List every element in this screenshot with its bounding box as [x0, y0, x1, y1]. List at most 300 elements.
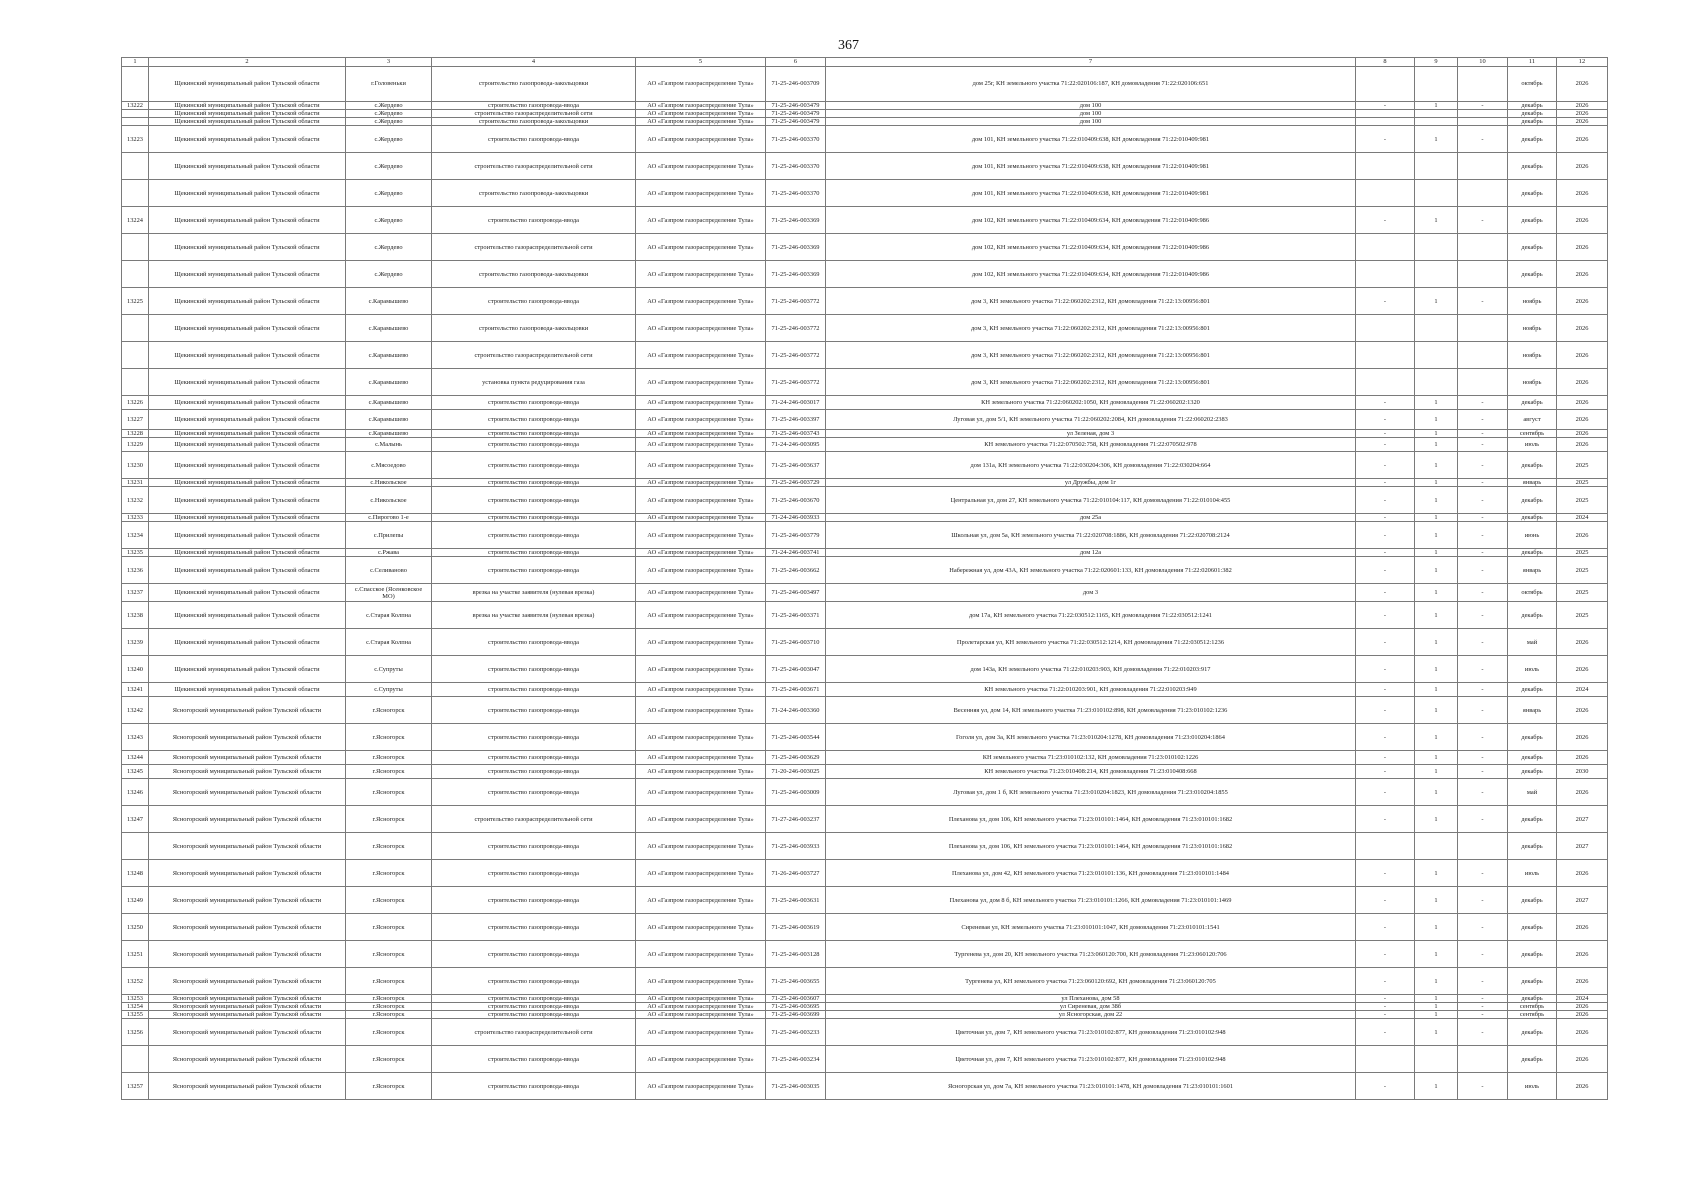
- row-number-cell: 13246: [122, 779, 149, 806]
- district-cell: Щекинский муниципальный район Тульской области: [149, 67, 346, 102]
- col8-cell: [1356, 369, 1415, 396]
- table-row: [122, 315, 1608, 342]
- organization-cell: АО «Газпром газораспределение Тула»: [636, 806, 766, 833]
- district-cell: Ясногорский муниципальный район Тульской области: [149, 941, 346, 968]
- settlement-cell: г.Ясногорск: [346, 887, 432, 914]
- row-number-cell: 13242: [122, 697, 149, 724]
- col9-cell: 1: [1415, 941, 1458, 968]
- address-cell: дом 100: [826, 118, 1356, 126]
- col9-cell: [1415, 342, 1458, 369]
- organization-cell: АО «Газпром газораспределение Тула»: [636, 656, 766, 683]
- organization-cell: АО «Газпром газораспределение Тула»: [636, 522, 766, 549]
- application-number-cell: 71-25-246-003631: [766, 887, 826, 914]
- page-number: 367: [838, 38, 859, 53]
- table-row: [122, 430, 1608, 438]
- year-cell: 2027: [1557, 887, 1608, 914]
- address-cell: ул Сиреневая, дом 38б: [826, 1003, 1356, 1011]
- application-number-cell: 71-25-246-003710: [766, 629, 826, 656]
- district-cell: Щекинский муниципальный район Тульской области: [149, 410, 346, 430]
- application-number-cell: 71-26-246-003727: [766, 860, 826, 887]
- col8-cell: -: [1356, 514, 1415, 522]
- application-number-cell: 71-25-246-003772: [766, 342, 826, 369]
- address-cell: Плеханова ул, дом 8 б, КН земельного участка 71:23:010101:1266, КН домовладения 71:23:010101:1469: [826, 887, 1356, 914]
- district-cell: Щекинский муниципальный район Тульской области: [149, 629, 346, 656]
- col9-cell: 1: [1415, 860, 1458, 887]
- table-row: [122, 1011, 1608, 1019]
- col9-cell: 1: [1415, 765, 1458, 779]
- col8-cell: -: [1356, 126, 1415, 153]
- settlement-cell: г.Ясногорск: [346, 968, 432, 995]
- col9-cell: 1: [1415, 656, 1458, 683]
- work-type-cell: строительство газопровода-ввода: [432, 779, 636, 806]
- col8-cell: -: [1356, 697, 1415, 724]
- col9-cell: [1415, 315, 1458, 342]
- month-cell: декабрь: [1508, 396, 1557, 410]
- month-cell: январь: [1508, 697, 1557, 724]
- month-cell: сентябрь: [1508, 1003, 1557, 1011]
- table-row: [122, 396, 1608, 410]
- year-cell: 2024: [1557, 995, 1608, 1003]
- col8-cell: [1356, 234, 1415, 261]
- organization-cell: АО «Газпром газораспределение Тула»: [636, 602, 766, 629]
- column-header: 10: [1458, 58, 1508, 67]
- month-cell: декабрь: [1508, 126, 1557, 153]
- work-type-cell: врезка на участке заявителя (нулевая врезка): [432, 584, 636, 602]
- row-number-cell: [122, 110, 149, 118]
- application-number-cell: 71-24-246-003933: [766, 514, 826, 522]
- district-cell: Щекинский муниципальный район Тульской области: [149, 234, 346, 261]
- year-cell: 2026: [1557, 968, 1608, 995]
- work-type-cell: строительство газопровода-ввода: [432, 522, 636, 549]
- organization-cell: АО «Газпром газораспределение Тула»: [636, 765, 766, 779]
- col9-cell: 1: [1415, 1011, 1458, 1019]
- settlement-cell: с.Малынь: [346, 438, 432, 452]
- organization-cell: АО «Газпром газораспределение Тула»: [636, 479, 766, 487]
- settlement-cell: г.Ясногорск: [346, 941, 432, 968]
- district-cell: Щекинский муниципальный район Тульской области: [149, 656, 346, 683]
- work-type-cell: строительство газопровода-ввода: [432, 288, 636, 315]
- table-row: [122, 1073, 1608, 1100]
- address-cell: Набережная ул, дом 43А, КН земельного участка 71:22:020601:133, КН домовладения 71:22:020601:382: [826, 557, 1356, 584]
- year-cell: 2026: [1557, 1019, 1608, 1046]
- work-type-cell: строительство газопровода-закольцовки: [432, 315, 636, 342]
- table-row: [122, 833, 1608, 860]
- application-number-cell: 71-25-246-003370: [766, 180, 826, 207]
- col8-cell: [1356, 261, 1415, 288]
- row-number-cell: 13239: [122, 629, 149, 656]
- col8-cell: [1356, 118, 1415, 126]
- address-cell: дом 3, КН земельного участка 71:22:060202:2312, КН домовладения 71:22:13:00956:801: [826, 369, 1356, 396]
- settlement-cell: г.Ясногорск: [346, 1003, 432, 1011]
- district-cell: Ясногорский муниципальный район Тульской области: [149, 751, 346, 765]
- row-number-cell: 13224: [122, 207, 149, 234]
- col10-cell: -: [1458, 410, 1508, 430]
- settlement-cell: г.Ясногорск: [346, 806, 432, 833]
- col9-cell: 1: [1415, 126, 1458, 153]
- month-cell: декабрь: [1508, 234, 1557, 261]
- col10-cell: -: [1458, 629, 1508, 656]
- table-row: [122, 941, 1608, 968]
- settlement-cell: с.Карамышево: [346, 410, 432, 430]
- row-number-cell: 13243: [122, 724, 149, 751]
- col9-cell: 1: [1415, 629, 1458, 656]
- organization-cell: АО «Газпром газораспределение Тула»: [636, 683, 766, 697]
- organization-cell: АО «Газпром газораспределение Тула»: [636, 126, 766, 153]
- work-type-cell: строительство газопровода-закольцовки: [432, 261, 636, 288]
- application-number-cell: 71-25-246-003671: [766, 683, 826, 697]
- month-cell: ноябрь: [1508, 369, 1557, 396]
- organization-cell: АО «Газпром газораспределение Тула»: [636, 995, 766, 1003]
- settlement-cell: с.Карамышево: [346, 396, 432, 410]
- col9-cell: 1: [1415, 487, 1458, 514]
- address-cell: Весенняя ул, дом 14, КН земельного участка 71:23:010102:898, КН домовладения 71:23:010102:1236: [826, 697, 1356, 724]
- month-cell: декабрь: [1508, 1046, 1557, 1073]
- table-row: [122, 261, 1608, 288]
- application-number-cell: 71-25-246-003695: [766, 1003, 826, 1011]
- table-row: [122, 584, 1608, 602]
- month-cell: сентябрь: [1508, 1011, 1557, 1019]
- col10-cell: [1458, 180, 1508, 207]
- col8-cell: -: [1356, 656, 1415, 683]
- settlement-cell: с.Старая Колпна: [346, 602, 432, 629]
- organization-cell: АО «Газпром газораспределение Тула»: [636, 629, 766, 656]
- address-cell: дом 102, КН земельного участка 71:22:010409:634, КН домовладения 71:22:010409:986: [826, 207, 1356, 234]
- col9-cell: 1: [1415, 1019, 1458, 1046]
- month-cell: декабрь: [1508, 153, 1557, 180]
- settlement-cell: с.Карамышево: [346, 342, 432, 369]
- row-number-cell: 13237: [122, 584, 149, 602]
- col10-cell: -: [1458, 514, 1508, 522]
- district-cell: Щекинский муниципальный район Тульской области: [149, 438, 346, 452]
- work-type-cell: строительство газораспределительной сети: [432, 110, 636, 118]
- col8-cell: -: [1356, 487, 1415, 514]
- application-number-cell: 71-25-246-003047: [766, 656, 826, 683]
- application-number-cell: 71-25-246-003933: [766, 833, 826, 860]
- col10-cell: -: [1458, 765, 1508, 779]
- col10-cell: [1458, 118, 1508, 126]
- district-cell: Щекинский муниципальный район Тульской области: [149, 683, 346, 697]
- address-cell: Плеханова ул, дом 42, КН земельного участка 71:23:010101:136, КН домовладения 71:23:010101:1484: [826, 860, 1356, 887]
- address-cell: КН земельного участка 71:23:010408:214, КН домовладения 71:23:010408:668: [826, 765, 1356, 779]
- settlement-cell: с.Пирогово 1-е: [346, 514, 432, 522]
- settlement-cell: с.Жердево: [346, 153, 432, 180]
- row-number-cell: 13223: [122, 126, 149, 153]
- column-number-header-row: [122, 58, 1608, 67]
- address-cell: Гоголя ул, дом 3а, КН земельного участка 71:23:010204:1278, КН домовладения 71:23:010204:1864: [826, 724, 1356, 751]
- row-number-cell: 13252: [122, 968, 149, 995]
- table-row: [122, 887, 1608, 914]
- district-cell: Щекинский муниципальный район Тульской области: [149, 452, 346, 479]
- col8-cell: -: [1356, 941, 1415, 968]
- organization-cell: АО «Газпром газораспределение Тула»: [636, 207, 766, 234]
- year-cell: 2026: [1557, 342, 1608, 369]
- col10-cell: -: [1458, 914, 1508, 941]
- col10-cell: -: [1458, 656, 1508, 683]
- work-type-cell: строительство газопровода-ввода: [432, 514, 636, 522]
- table-row: [122, 288, 1608, 315]
- column-header: 11: [1508, 58, 1557, 67]
- work-type-cell: строительство газопровода-ввода: [432, 724, 636, 751]
- col9-cell: [1415, 67, 1458, 102]
- application-number-cell: 71-25-246-003479: [766, 102, 826, 110]
- month-cell: декабрь: [1508, 887, 1557, 914]
- col10-cell: -: [1458, 1003, 1508, 1011]
- col10-cell: -: [1458, 968, 1508, 995]
- col9-cell: 1: [1415, 968, 1458, 995]
- col8-cell: -: [1356, 724, 1415, 751]
- col9-cell: 1: [1415, 522, 1458, 549]
- address-cell: дом 17а, КН земельного участка 71:22:030512:1165, КН домовладения 71:22:030512:1241: [826, 602, 1356, 629]
- col9-cell: 1: [1415, 697, 1458, 724]
- address-cell: ул Дружбы, дом 1г: [826, 479, 1356, 487]
- district-cell: Щекинский муниципальный район Тульской области: [149, 430, 346, 438]
- month-cell: май: [1508, 779, 1557, 806]
- col10-cell: -: [1458, 941, 1508, 968]
- table-row: [122, 110, 1608, 118]
- year-cell: 2025: [1557, 602, 1608, 629]
- month-cell: декабрь: [1508, 833, 1557, 860]
- table-row: [122, 369, 1608, 396]
- application-number-cell: 71-25-246-003729: [766, 479, 826, 487]
- application-number-cell: 71-25-246-003128: [766, 941, 826, 968]
- address-cell: Луговая ул, дом 5/1, КН земельного участка 71:22:060202:2084, КН домовладения 71:22:060202:2383: [826, 410, 1356, 430]
- col8-cell: [1356, 1046, 1415, 1073]
- application-number-cell: 71-27-246-003237: [766, 806, 826, 833]
- application-number-cell: 71-25-246-003619: [766, 914, 826, 941]
- row-number-cell: 13245: [122, 765, 149, 779]
- application-number-cell: 71-25-246-003699: [766, 1011, 826, 1019]
- district-cell: Ясногорский муниципальный район Тульской области: [149, 1019, 346, 1046]
- month-cell: декабрь: [1508, 102, 1557, 110]
- col8-cell: -: [1356, 968, 1415, 995]
- organization-cell: АО «Газпром газораспределение Тула»: [636, 697, 766, 724]
- address-cell: Цветочная ул, дом 7, КН земельного участка 71:23:010102:877, КН домовладения 71:23:010102:948: [826, 1046, 1356, 1073]
- settlement-cell: г.Ясногорск: [346, 1011, 432, 1019]
- col10-cell: [1458, 234, 1508, 261]
- month-cell: декабрь: [1508, 683, 1557, 697]
- col8-cell: [1356, 833, 1415, 860]
- year-cell: 2026: [1557, 369, 1608, 396]
- row-number-cell: 13231: [122, 479, 149, 487]
- year-cell: 2026: [1557, 860, 1608, 887]
- col9-cell: [1415, 1046, 1458, 1073]
- table-row: [122, 342, 1608, 369]
- month-cell: декабрь: [1508, 207, 1557, 234]
- district-cell: Щекинский муниципальный район Тульской области: [149, 110, 346, 118]
- row-number-cell: 13226: [122, 396, 149, 410]
- table-row: [122, 602, 1608, 629]
- month-cell: июнь: [1508, 522, 1557, 549]
- month-cell: январь: [1508, 479, 1557, 487]
- row-number-cell: [122, 342, 149, 369]
- settlement-cell: с.Карамышево: [346, 369, 432, 396]
- address-cell: дом 102, КН земельного участка 71:22:010409:634, КН домовладения 71:22:010409:986: [826, 261, 1356, 288]
- organization-cell: АО «Газпром газораспределение Тула»: [636, 396, 766, 410]
- year-cell: 2026: [1557, 110, 1608, 118]
- application-number-cell: 71-25-246-003369: [766, 261, 826, 288]
- application-number-cell: 71-25-246-003479: [766, 118, 826, 126]
- year-cell: 2026: [1557, 67, 1608, 102]
- work-type-cell: строительство газопровода-ввода: [432, 479, 636, 487]
- organization-cell: АО «Газпром газораспределение Тула»: [636, 557, 766, 584]
- table-row: [122, 806, 1608, 833]
- district-cell: Щекинский муниципальный район Тульской области: [149, 584, 346, 602]
- address-cell: Сиреневая ул, КН земельного участка 71:23:010101:1047, КН домовладения 71:23:010101:1541: [826, 914, 1356, 941]
- col10-cell: -: [1458, 602, 1508, 629]
- address-cell: Центральная ул, дом 27, КН земельного участка 71:22:010104:117, КН домовладения 71:22:010104:455: [826, 487, 1356, 514]
- district-cell: Ясногорский муниципальный район Тульской области: [149, 1073, 346, 1100]
- col9-cell: 1: [1415, 102, 1458, 110]
- district-cell: Щекинский муниципальный район Тульской области: [149, 118, 346, 126]
- application-number-cell: 71-25-246-003479: [766, 110, 826, 118]
- address-cell: дом 143а, КН земельного участка 71:22:010203:903, КН домовладения 71:22:010203:917: [826, 656, 1356, 683]
- table-row: [122, 438, 1608, 452]
- col8-cell: -: [1356, 430, 1415, 438]
- district-cell: Щекинский муниципальный район Тульской области: [149, 396, 346, 410]
- district-cell: Ясногорский муниципальный район Тульской области: [149, 914, 346, 941]
- work-type-cell: строительство газопровода-закольцовки: [432, 67, 636, 102]
- row-number-cell: [122, 118, 149, 126]
- application-number-cell: 71-24-246-003017: [766, 396, 826, 410]
- application-number-cell: 71-25-246-003369: [766, 207, 826, 234]
- work-type-cell: строительство газопровода-ввода: [432, 452, 636, 479]
- application-number-cell: 71-25-246-003779: [766, 522, 826, 549]
- application-number-cell: 71-24-246-003095: [766, 438, 826, 452]
- settlement-cell: г.Ясногорск: [346, 779, 432, 806]
- settlement-cell: с.Супруты: [346, 683, 432, 697]
- application-number-cell: 71-25-246-003233: [766, 1019, 826, 1046]
- month-cell: декабрь: [1508, 995, 1557, 1003]
- col10-cell: -: [1458, 557, 1508, 584]
- col8-cell: -: [1356, 438, 1415, 452]
- col8-cell: -: [1356, 452, 1415, 479]
- col8-cell: -: [1356, 207, 1415, 234]
- col9-cell: 1: [1415, 584, 1458, 602]
- settlement-cell: с.Жердево: [346, 234, 432, 261]
- work-type-cell: строительство газопровода-ввода: [432, 396, 636, 410]
- row-number-cell: [122, 261, 149, 288]
- organization-cell: АО «Газпром газораспределение Тула»: [636, 887, 766, 914]
- col9-cell: [1415, 234, 1458, 261]
- row-number-cell: [122, 315, 149, 342]
- col8-cell: [1356, 67, 1415, 102]
- col9-cell: 1: [1415, 430, 1458, 438]
- col8-cell: -: [1356, 479, 1415, 487]
- work-type-cell: строительство газопровода-ввода: [432, 430, 636, 438]
- column-header: 1: [122, 58, 149, 67]
- table-row: [122, 487, 1608, 514]
- month-cell: май: [1508, 629, 1557, 656]
- application-number-cell: 71-20-246-003025: [766, 765, 826, 779]
- month-cell: декабрь: [1508, 452, 1557, 479]
- settlement-cell: с.Жердево: [346, 102, 432, 110]
- row-number-cell: 13254: [122, 1003, 149, 1011]
- col10-cell: -: [1458, 207, 1508, 234]
- organization-cell: АО «Газпром газораспределение Тула»: [636, 1011, 766, 1019]
- work-type-cell: строительство газопровода-ввода: [432, 1073, 636, 1100]
- work-type-cell: строительство газопровода-ввода: [432, 1011, 636, 1019]
- column-header: 6: [766, 58, 826, 67]
- address-cell: дом 25г, КН земельного участка 71:22:020106:187, КН домовладения 71:22:020106:651: [826, 67, 1356, 102]
- address-cell: Луговая ул, дом 1 б, КН земельного участка 71:23:010204:1823, КН домовладения 71:23:010204:1855: [826, 779, 1356, 806]
- table-body: [122, 67, 1608, 1100]
- application-number-cell: 71-25-246-003234: [766, 1046, 826, 1073]
- application-number-cell: 71-25-246-003709: [766, 67, 826, 102]
- col8-cell: -: [1356, 751, 1415, 765]
- table-row: [122, 67, 1608, 102]
- settlement-cell: с.Жердево: [346, 110, 432, 118]
- col8-cell: -: [1356, 522, 1415, 549]
- work-type-cell: строительство газопровода-ввода: [432, 995, 636, 1003]
- settlement-cell: г.Ясногорск: [346, 1073, 432, 1100]
- district-cell: Щекинский муниципальный район Тульской области: [149, 102, 346, 110]
- col9-cell: 1: [1415, 549, 1458, 557]
- table-row: [122, 514, 1608, 522]
- col8-cell: -: [1356, 887, 1415, 914]
- application-number-cell: 71-24-246-003360: [766, 697, 826, 724]
- col10-cell: [1458, 261, 1508, 288]
- month-cell: август: [1508, 410, 1557, 430]
- column-header: 7: [826, 58, 1356, 67]
- work-type-cell: строительство газопровода-ввода: [432, 438, 636, 452]
- application-number-cell: 71-25-246-003035: [766, 1073, 826, 1100]
- row-number-cell: 13249: [122, 887, 149, 914]
- month-cell: декабрь: [1508, 806, 1557, 833]
- table-row: [122, 452, 1608, 479]
- year-cell: 2026: [1557, 656, 1608, 683]
- month-cell: декабрь: [1508, 549, 1557, 557]
- col9-cell: [1415, 118, 1458, 126]
- year-cell: 2026: [1557, 724, 1608, 751]
- row-number-cell: 13229: [122, 438, 149, 452]
- organization-cell: АО «Газпром газораспределение Тула»: [636, 369, 766, 396]
- organization-cell: АО «Газпром газораспределение Тула»: [636, 1003, 766, 1011]
- application-number-cell: 71-25-246-003607: [766, 995, 826, 1003]
- settlement-cell: с.Прилепы: [346, 522, 432, 549]
- row-number-cell: 13236: [122, 557, 149, 584]
- work-type-cell: строительство газопровода-ввода: [432, 833, 636, 860]
- settlement-cell: с.Карамышево: [346, 315, 432, 342]
- district-cell: Ясногорский муниципальный район Тульской области: [149, 806, 346, 833]
- month-cell: июль: [1508, 1073, 1557, 1100]
- work-type-cell: установка пункта редуцирования газа: [432, 369, 636, 396]
- organization-cell: АО «Газпром газораспределение Тула»: [636, 514, 766, 522]
- year-cell: 2026: [1557, 430, 1608, 438]
- month-cell: октябрь: [1508, 584, 1557, 602]
- work-type-cell: строительство газопровода-ввода: [432, 549, 636, 557]
- row-number-cell: [122, 234, 149, 261]
- settlement-cell: с.Жердево: [346, 118, 432, 126]
- organization-cell: АО «Газпром газораспределение Тула»: [636, 410, 766, 430]
- row-number-cell: 13257: [122, 1073, 149, 1100]
- organization-cell: АО «Газпром газораспределение Тула»: [636, 860, 766, 887]
- settlement-cell: г.Ясногорск: [346, 833, 432, 860]
- year-cell: 2024: [1557, 514, 1608, 522]
- address-cell: Цветочная ул, дом 7, КН земельного участка 71:23:010102:877, КН домовладения 71:23:010102:948: [826, 1019, 1356, 1046]
- row-number-cell: 13244: [122, 751, 149, 765]
- year-cell: 2026: [1557, 1046, 1608, 1073]
- col10-cell: -: [1458, 779, 1508, 806]
- col10-cell: -: [1458, 487, 1508, 514]
- year-cell: 2027: [1557, 833, 1608, 860]
- col8-cell: -: [1356, 995, 1415, 1003]
- year-cell: 2026: [1557, 914, 1608, 941]
- col9-cell: [1415, 153, 1458, 180]
- application-number-cell: 71-25-246-003743: [766, 430, 826, 438]
- col9-cell: 1: [1415, 514, 1458, 522]
- row-number-cell: [122, 833, 149, 860]
- row-number-cell: 13225: [122, 288, 149, 315]
